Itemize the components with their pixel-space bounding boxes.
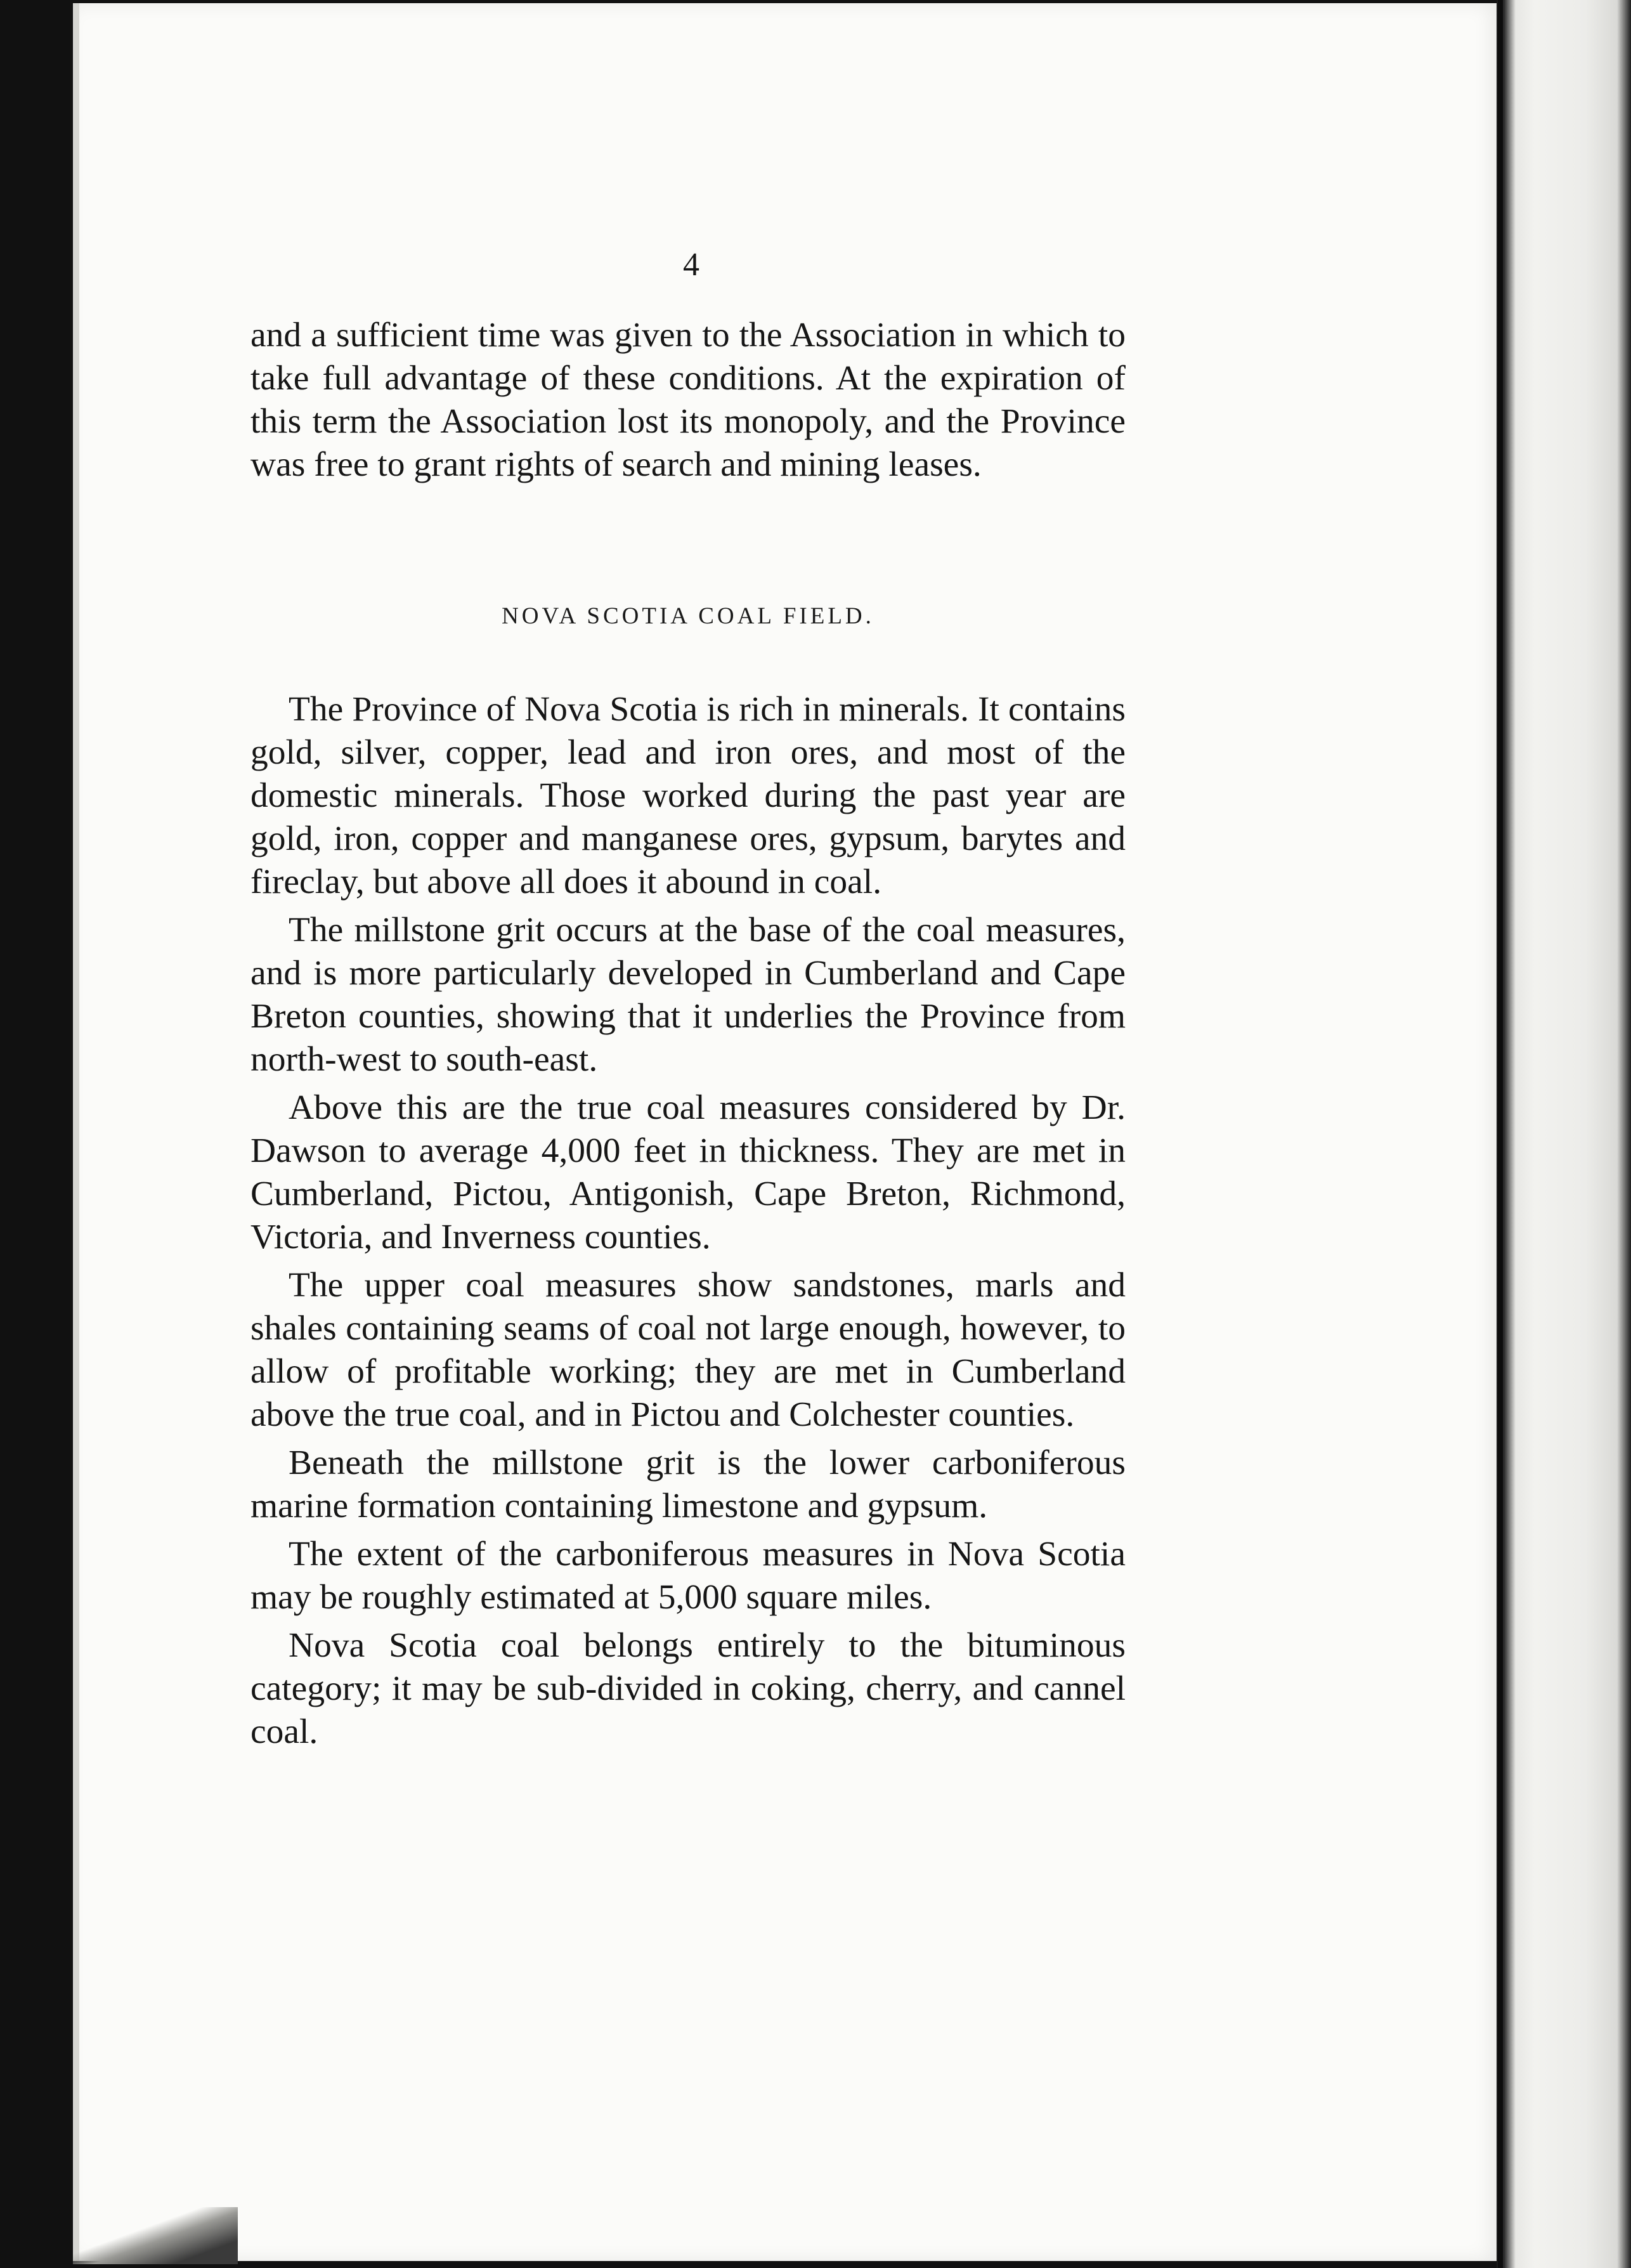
- section-heading: NOVA SCOTIA COAL FIELD.: [502, 603, 874, 629]
- page-number: 4: [683, 247, 699, 283]
- body-paragraph: The millstone grit occurs at the base of the coal measures, and is more particularly developed in Cumberland and Cape Breton counties, showing that it underlies the Province from north-west to south-east.: [250, 911, 1126, 1079]
- intro-paragraph-block: [250, 314, 1126, 486]
- body-paragraph: Above this are the true coal measures considered by Dr. Dawson to average 4,000 feet in thickness. They are met in Cumberland, Pictou, Antigonish, Cape Breton, Richmond, Victoria, and Inverness counties.: [250, 1088, 1126, 1256]
- body-paragraph: The upper coal measures show sandstones, marls and shales containing seams of coal not large enough, however, to allow of profitable working; they are met in Cumberland above the true coal, and in Pictou and Colchester counties.: [250, 1266, 1126, 1434]
- body-paragraph: The extent of the carboniferous measures in Nova Scotia may be roughly estimated at 5,000 square miles.: [250, 1535, 1126, 1617]
- adjacent-page-edge: [1497, 0, 1631, 2268]
- body-paragraph: Nova Scotia coal belongs entirely to the bituminous category; it may be sub-divided in coking, cherry, and cannel coal.: [250, 1626, 1126, 1751]
- intro-paragraph: and a sufficient time was given to the Association in which to take full advantage of these conditions. At the expiration of this term the Association lost its monopoly, and the Province was free to grant rights of search and mining leases.: [250, 316, 1126, 484]
- body-paragraph: The Province of Nova Scotia is rich in minerals. It contains gold, silver, copper, lead and iron ores, and most of the domestic minerals. Those worked during the past year are gold, iron, copper and manganese ores, gypsum, barytes and fireclay, but above all does it abound in coal.: [250, 690, 1126, 901]
- body-paragraph: Beneath the millstone grit is the lower carboniferous marine formation containing limestone and gypsum.: [250, 1444, 1126, 1525]
- page-gutter-shadow: [1498, 0, 1503, 2268]
- section-body: [250, 688, 1126, 1759]
- page-corner-curl: [73, 2207, 238, 2264]
